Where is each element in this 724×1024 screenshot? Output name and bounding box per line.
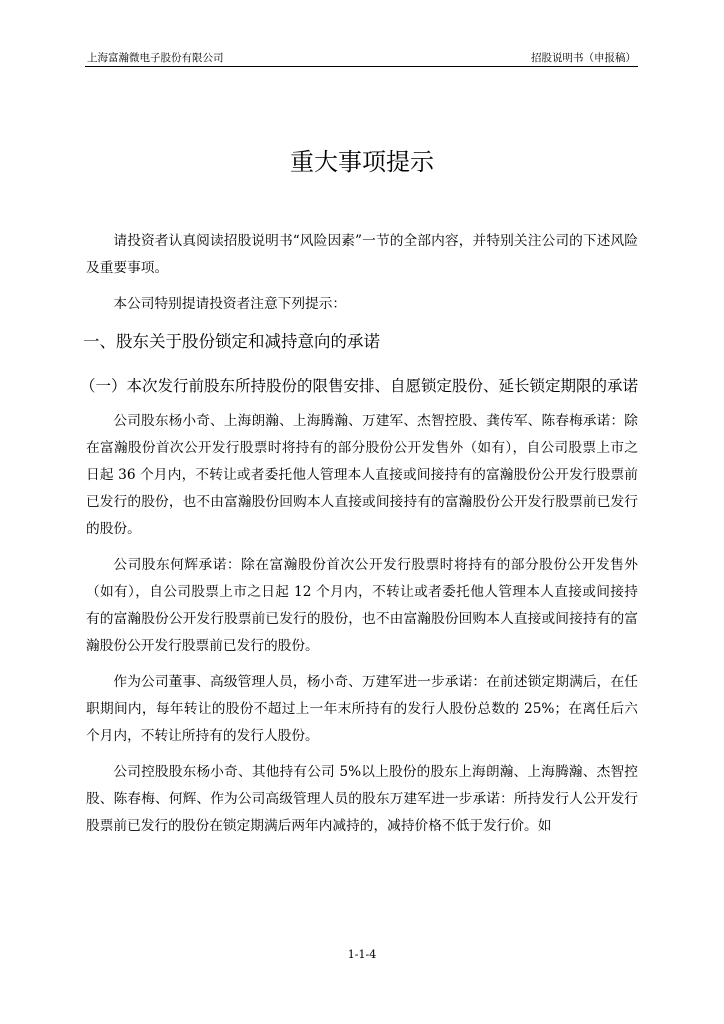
intro-paragraph: 请投资者认真阅读招股说明书“风险因素”一节的全部内容，并特别关注公司的下述风险及重要事项。 xyxy=(86,233,638,276)
body-paragraph: 公司控股股东杨小奇、其他持有公司 5%以上股份的股东上海朗瀚、上海腾瀚、杰智控股、陈春梅、何辉、作为公司高级管理人员的股东万建军进一步承诺：所持发行人公开发行股票前已发行的股份在锁定期满后两年内减持的，减持价格不低于发行价。如 xyxy=(86,764,638,834)
body-paragraph: 公司股东杨小奇、上海朗瀚、上海腾瀚、万建军、杰智控股、龚传军、陈春梅承诺：除在富瀚股份首次公开发行股票时将持有的部分股份公开发售外（如有），自公司股票上市之日起 36 个月内，不转让或者委托他人管理本人直接或间接持有的富瀚股份公开发行股票前已发行的股份，也不由富瀚股份回购本人直接或间接持有的富瀚股份公开发行股票前已发行的股份。 xyxy=(86,413,638,537)
page-title: 重大事项提示 xyxy=(290,148,434,176)
body-paragraph: 公司股东何辉承诺：除在富瀚股份首次公开发行股票时将持有的部分股份公开发售外（如有），自公司股票上市之日起 12 个月内，不转让或者委托他人管理本人直接或间接持有的富瀚股份公开发行股票前已发行的股份，也不由富瀚股份回购本人直接或间接持有的富瀚股份公开发行股票前已发行的股份。 xyxy=(86,557,638,654)
section-heading: 一、股东关于股份锁定和减持意向的承诺 xyxy=(83,332,380,351)
subsection-heading: （一）本次发行前股东所持股份的限售安排、自愿锁定股份、延长锁定期限的承诺 xyxy=(80,377,639,395)
intro-paragraph: 本公司特别提请投资者注意下列提示： xyxy=(113,296,347,312)
page-number: 1-1-4 xyxy=(347,948,377,961)
header-company-name: 上海富瀚微电子股份有限公司 xyxy=(87,52,224,64)
header-document-type: 招股说明书（申报稿） xyxy=(531,52,636,64)
document-body xyxy=(80,228,639,849)
body-paragraph: 作为公司董事、高级管理人员，杨小奇、万建军进一步承诺：在前述锁定期满后，在任职期间内，每年转让的股份不超过上一年末所持有的发行人股份总数的 25%；在离任后六个月内，不转让所持有的发行人股份。 xyxy=(86,674,638,744)
page-header xyxy=(85,50,638,67)
